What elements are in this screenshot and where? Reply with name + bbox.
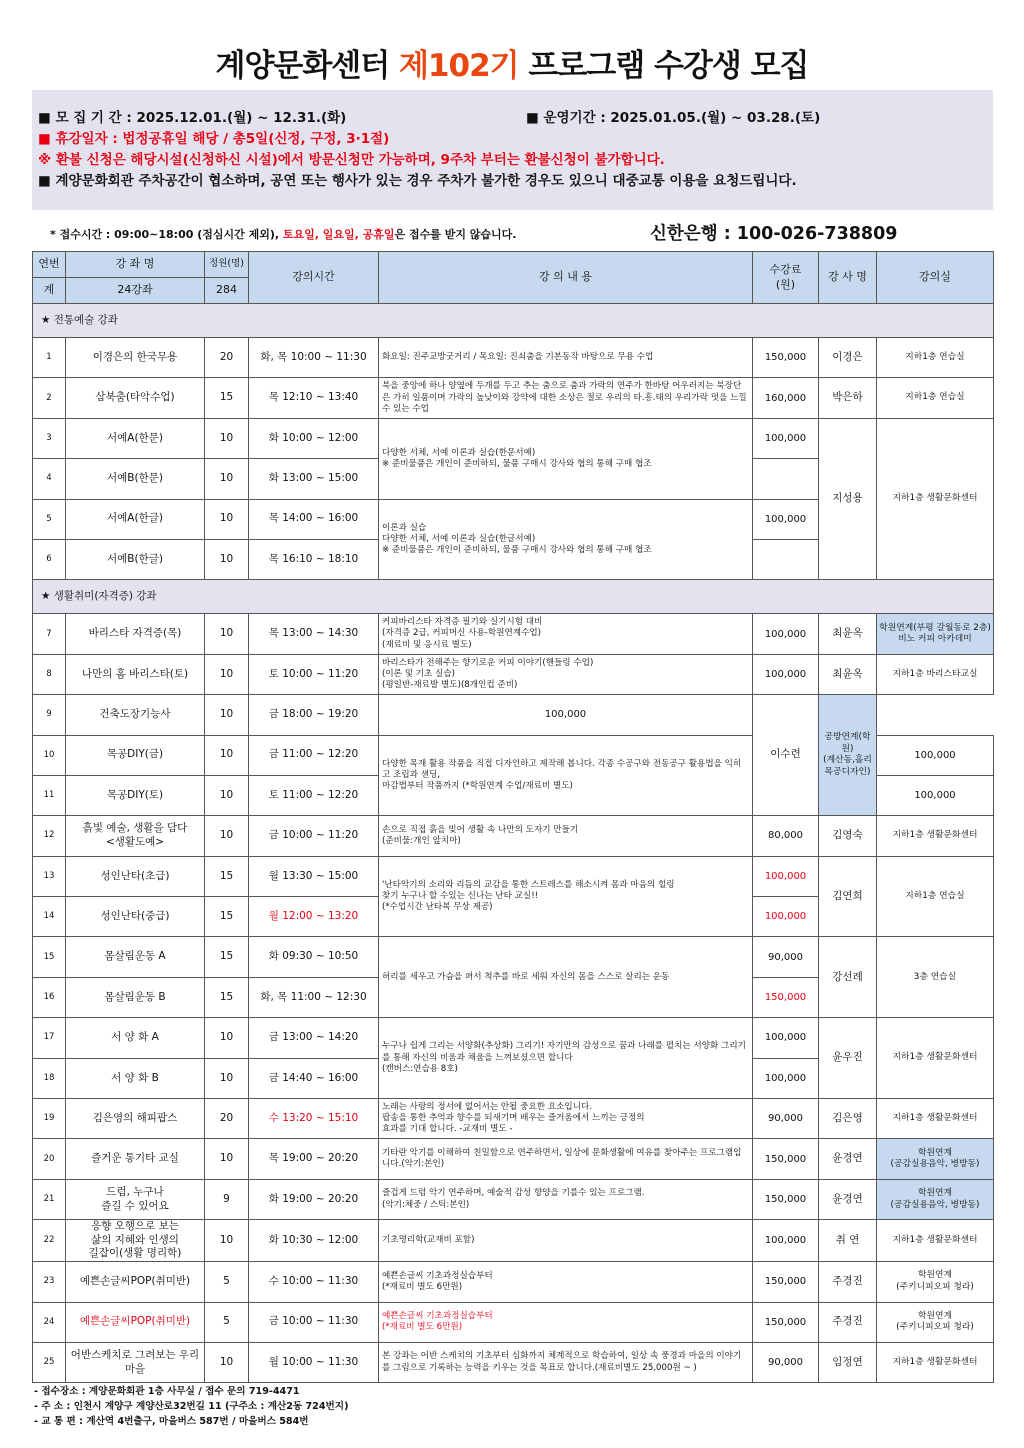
course-time: 목 13:00 ~ 14:30: [249, 614, 379, 654]
course-capacity: 5: [205, 1262, 249, 1302]
course-fee: 90,000: [753, 937, 819, 977]
course-name: 목공DIY(토): [66, 775, 205, 815]
row-no: 16: [33, 977, 66, 1017]
row-no: 10: [33, 735, 66, 775]
course-time: 월 12:00 ~ 13:20: [249, 897, 379, 937]
course-description: 다양한 서체, 서예 이론과 실습(한문서예) ※ 준비물품은 개인이 준비하되, 물품 구매시 강사와 협의 통해 구매 협조: [379, 418, 753, 499]
course-description: 즐겁게 드럼 악기 연주하며, 예술적 감성 향양을 기를수 있는 프로그램. (악기:체중 / 스틱:본인): [379, 1179, 753, 1219]
table-row: [33, 1179, 994, 1219]
classroom: 학원연계 (공감실용음악, 병방동): [877, 1179, 994, 1219]
table-row: [33, 816, 994, 856]
info-row-period: [38, 108, 987, 129]
instructor: 주경진: [819, 1262, 877, 1302]
course-description: [753, 539, 819, 579]
course-name: 서예A(한글): [66, 499, 205, 539]
course-time: 금 18:00 ~ 19:20: [249, 695, 379, 735]
classroom: 지하1층 연습실: [877, 378, 994, 418]
course-name: 즐거운 통기타 교실: [66, 1139, 205, 1179]
course-fee: 160,000: [753, 378, 819, 418]
instructor: 윤경연: [819, 1179, 877, 1219]
row-no: 25: [33, 1342, 66, 1382]
title-part1: 계양문화센터: [215, 48, 399, 84]
operate-period: ■ 운영기간 : 2025.01.05.(월) ~ 03.28.(토): [526, 110, 821, 126]
course-fee: 100,000: [877, 775, 994, 815]
course-name: 삼북춤(타악수업): [66, 378, 205, 418]
course-name: 성인난타(중급): [66, 897, 205, 937]
classroom: 지하1층 생활문화센터: [877, 418, 994, 580]
course-description: 북을 중앙에 하나 양옆에 두개를 두고 추는 춤으로 춤과 가락의 연주가 한바탕 어우러지는 북장단은 가히 일품이며 가락의 높낮이와 강약에 대한 소상은 절로 우리의 타.흥.태의 우리가락 멋을 느낄수 있는 수업: [379, 378, 753, 418]
instructor: 김은영: [819, 1099, 877, 1139]
course-capacity: 10: [205, 418, 249, 458]
course-time: 토 11:00 ~ 12:20: [249, 775, 379, 815]
course-fee: 80,000: [753, 816, 819, 856]
course-name: 서예A(한문): [66, 418, 205, 458]
course-time: 목 16:10 ~ 18:10: [249, 539, 379, 579]
course-description: 노래는 사랑의 정서에 없어서는 안될 중요한 요소입니다. 팝송을 통한 추억과 향수를 되새기며 배우는 즐거움에서 느끼는 긍정의 효과를 기대 합니다. -교재비 별도 -: [379, 1099, 753, 1139]
course-description: 커피바리스타 자격증 필기와 실기시험 대비 (자격증 2급, 커피머신 사용-학원연계수업) (재료비 및 응시료 별도): [379, 614, 753, 654]
table-row: [33, 1262, 994, 1302]
row-no: 24: [33, 1302, 66, 1342]
course-name: 서예B(한문): [66, 459, 205, 499]
header-capacity: 정원(명): [205, 252, 249, 278]
table-row: [33, 937, 994, 977]
course-capacity: 10: [205, 816, 249, 856]
header-room: 강의실: [877, 252, 994, 304]
course-name: 몸살림운동 A: [66, 937, 205, 977]
table-row: [33, 1139, 994, 1179]
table-row: [33, 654, 994, 694]
course-time: 목 12:10 ~ 13:40: [249, 378, 379, 418]
section-title: ★ 생활취미(자격증) 강좌: [33, 580, 994, 614]
table-row: [33, 1018, 994, 1058]
classroom: 공방연계(학원) (계산동,흘리목공디자인): [819, 695, 877, 816]
course-capacity: 15: [205, 977, 249, 1017]
bank-account: 신한은행 : 100-026-738809: [650, 224, 898, 244]
course-description: 손으로 직접 흙을 빚어 생활 속 나만의 도자기 만들기 (준비물:개인 앞치마): [379, 816, 753, 856]
holiday-info: ■ 휴강일자 : 법정공휴일 해당 / 총5일(신정, 구정, 3·1절): [38, 131, 390, 147]
classroom: 지하1층 생활문화센터: [877, 1099, 994, 1139]
footer-line-address: - 주 소 : 인천시 계양구 계양산로32번길 11 (구주소 : 계산2동 724번지): [34, 1401, 349, 1412]
row-no: 7: [33, 614, 66, 654]
header-no: 연번: [33, 252, 66, 278]
row-no: 5: [33, 499, 66, 539]
section-row: [33, 304, 994, 338]
row-no: 15: [33, 937, 66, 977]
course-capacity: 15: [205, 378, 249, 418]
course-name: 목공DIY(금): [66, 735, 205, 775]
table-row: [33, 695, 994, 735]
course-time: 목 19:00 ~ 20:20: [249, 1139, 379, 1179]
row-no: 23: [33, 1262, 66, 1302]
course-fee: 100,000: [753, 654, 819, 694]
course-capacity: 10: [205, 1139, 249, 1179]
total-courses: 24강좌: [66, 278, 205, 304]
instructor: 최윤옥: [819, 614, 877, 654]
page-title: [0, 40, 1024, 85]
course-description: 기초명리학(교재비 포함): [379, 1220, 753, 1262]
course-description: [753, 459, 819, 499]
course-fee: 150,000: [753, 1262, 819, 1302]
course-description: 기타란 악기를 이해하여 친밀함으로 연주하면서, 일상에 문화생활에 여유를 찾아주는 프로그램입니다.(악기:본인): [379, 1139, 753, 1179]
course-fee: 100,000: [877, 735, 994, 775]
course-description: '난타악기의 소리와 리듬의 교감을 통한 스트레스를 해소시켜 몸과 마음의 힐링 찾기 누구나 할 수있는 신나는 난타 교실!! (*수업시간 난타복 무상 제공): [379, 856, 753, 937]
course-name: 이경은의 한국무용: [66, 338, 205, 378]
instructor: 이수련: [753, 695, 819, 816]
table-row: [33, 338, 994, 378]
table-row: [33, 378, 994, 418]
row-no: 18: [33, 1058, 66, 1098]
course-time: 화 09:30 ~ 10:50: [249, 937, 379, 977]
course-capacity: 10: [205, 459, 249, 499]
course-capacity: 10: [205, 775, 249, 815]
row-no: 13: [33, 856, 66, 896]
classroom: 지하1층 바리스타교실: [877, 654, 994, 694]
row-no: 2: [33, 378, 66, 418]
course-time: 수 10:00 ~ 11:30: [249, 1262, 379, 1302]
classroom: 학원연계(부평 갈월동로 2층)비노 커피 아카데미: [877, 614, 994, 654]
classroom: 지하1층 생활문화센터: [877, 1018, 994, 1099]
instructor: 김연희: [819, 856, 877, 937]
course-description: 화요일: 진주교방굿거리 / 목요일: 진쇠춤을 기본동작 바탕으로 무용 수업: [379, 338, 753, 378]
course-fee: 150,000: [753, 1179, 819, 1219]
row-no: 9: [33, 695, 66, 735]
course-name: 바리스타 자격증(목): [66, 614, 205, 654]
course-fee: 100,000: [379, 695, 753, 735]
course-capacity: 10: [205, 1058, 249, 1098]
refund-info: ※ 환불 신청은 해당시설(신청하신 시설)에서 방문신청만 가능하며, 9주차 부터는 환불신청이 불가합니다.: [38, 152, 665, 168]
course-capacity: 10: [205, 1342, 249, 1382]
course-name: 성인난타(초급): [66, 856, 205, 896]
course-time: 화 10:00 ~ 12:00: [249, 418, 379, 458]
course-time: 금 14:40 ~ 16:00: [249, 1058, 379, 1098]
course-capacity: 9: [205, 1179, 249, 1219]
header-fee: 수강료 (원): [753, 252, 819, 304]
row-no: 17: [33, 1018, 66, 1058]
course-fee: 100,000: [753, 1018, 819, 1058]
footer-line-transport: - 교 통 편 : 계산역 4번출구, 마을버스 587번 / 마을버스 584번: [34, 1416, 309, 1427]
instructor: 지성용: [819, 418, 877, 580]
classroom: 학원연계 (주키니피오피 청라): [877, 1302, 994, 1342]
course-name: 예쁜손글씨POP(취미반): [66, 1302, 205, 1342]
course-time: 금 10:00 ~ 11:20: [249, 816, 379, 856]
course-time: 화 10:30 ~ 12:00: [249, 1220, 379, 1262]
table-row: [33, 856, 994, 896]
course-capacity: 10: [205, 654, 249, 694]
course-description: 이론과 실습 다양한 서체, 서예 이론과 실습(한글서예) ※ 준비물품은 개인이 준비하되, 물품 구매시 강사와 협의 통해 구매 협조: [379, 499, 753, 580]
footer: [34, 1384, 348, 1429]
row-no: 14: [33, 897, 66, 937]
course-time: 금 11:00 ~ 12:20: [249, 735, 379, 775]
header-instructor: 강 사 명: [819, 252, 877, 304]
course-capacity: 10: [205, 735, 249, 775]
total-capacity: 284: [205, 278, 249, 304]
course-fee: 100,000: [753, 897, 819, 937]
table-row: [33, 1342, 994, 1382]
course-fee: 100,000: [753, 499, 819, 539]
table-row: [33, 1302, 994, 1342]
course-capacity: 20: [205, 1099, 249, 1139]
row-no: 12: [33, 816, 66, 856]
course-name: 몸살림운동 B: [66, 977, 205, 1017]
table-row: [33, 1099, 994, 1139]
row-no: 22: [33, 1220, 66, 1262]
course-description: 예쁜손글씨 기초과정실습부터 (*재료비 별도 6만원): [379, 1262, 753, 1302]
course-capacity: 10: [205, 695, 249, 735]
course-time: 토 10:00 ~ 11:20: [249, 654, 379, 694]
classroom: 지하1층 생활문화센터: [877, 1342, 994, 1382]
row-no: 20: [33, 1139, 66, 1179]
course-name: 나만의 홈 바리스타(토): [66, 654, 205, 694]
course-name: 서 양 화 A: [66, 1018, 205, 1058]
instructor: 이경은: [819, 338, 877, 378]
row-no: 11: [33, 775, 66, 815]
instructor: 임정연: [819, 1342, 877, 1382]
classroom: 지하1층 연습실: [877, 856, 994, 937]
recruit-period: ■ 모 집 기 간 : 2025.12.01.(월) ~ 12.31.(화): [38, 110, 347, 126]
course-time: 금 10:00 ~ 11:30: [249, 1302, 379, 1342]
classroom: 지하1층 생활문화센터: [877, 816, 994, 856]
course-fee: 100,000: [753, 1058, 819, 1098]
classroom: 지하1층 연습실: [877, 338, 994, 378]
row-no: 6: [33, 539, 66, 579]
header-course: 강 좌 명: [66, 252, 205, 278]
row-no: 4: [33, 459, 66, 499]
course-description: 바리스타가 전해주는 향기로운 커피 이야기(핸들링 수업) (이론 및 기초 실습) (평일반-재료발 별도)(8개인컵 준비): [379, 654, 753, 694]
instructor: 윤우진: [819, 1018, 877, 1099]
info-box: [32, 90, 993, 210]
course-time: 월 13:30 ~ 15:00: [249, 856, 379, 896]
classroom: 학원연계 (주키니피오피 청라): [877, 1262, 994, 1302]
course-fee: 100,000: [753, 614, 819, 654]
course-fee: 90,000: [753, 1342, 819, 1382]
table-row: [33, 614, 994, 654]
course-time: 월 10:00 ~ 11:30: [249, 1342, 379, 1382]
course-time: 화, 목 10:00 ~ 11:30: [249, 338, 379, 378]
notice-days: 토요일, 일요일, 공휴일: [282, 228, 395, 241]
course-name: 응향 오행으로 보는 삶의 지혜와 인생의 길잡이(생활 명리학): [66, 1220, 205, 1262]
total-label: 계: [33, 278, 66, 304]
classroom: 지하1층 생활문화센터: [877, 1220, 994, 1262]
course-fee: 100,000: [753, 856, 819, 896]
classroom: 학원연계 (공감실용음악, 병방동): [877, 1139, 994, 1179]
course-name: 김은영의 해피팝스: [66, 1099, 205, 1139]
course-time: 금 13:00 ~ 14:20: [249, 1018, 379, 1058]
course-capacity: 10: [205, 539, 249, 579]
course-time: 화, 목 11:00 ~ 12:30: [249, 977, 379, 1017]
course-capacity: 10: [205, 614, 249, 654]
course-name: 서 양 화 B: [66, 1058, 205, 1098]
course-fee: 150,000: [753, 1139, 819, 1179]
instructor: 박은하: [819, 378, 877, 418]
course-table: [32, 251, 994, 1383]
header-content: 강 의 내 용: [379, 252, 753, 304]
row-no: 19: [33, 1099, 66, 1139]
reception-notice: [50, 226, 516, 242]
course-name: 예쁜손글씨POP(취미반): [66, 1262, 205, 1302]
course-time: 화 13:00 ~ 15:00: [249, 459, 379, 499]
classroom: 3층 연습실: [877, 937, 994, 1018]
parking-info: ■ 계양문화회관 주차공간이 협소하며, 공연 또는 행사가 있는 경우 주차가 불가한 경우도 있으니 대중교통 이용을 요청드립니다.: [38, 173, 797, 189]
instructor: 최윤옥: [819, 654, 877, 694]
course-name: 흙빛 예술, 생활을 담다 <생활도예>: [66, 816, 205, 856]
table-row: [33, 418, 994, 458]
title-part2: 프로그램 수강생 모집: [518, 48, 809, 84]
course-name: 서예B(한글): [66, 539, 205, 579]
course-description: 다양한 목재 활용 작품을 직접 디자인하고 제작해 봅니다. 각종 수공구와 전동공구 활용법을 익히고 조립과 샌딩, 마감법부터 작품까지 (*학원연계 수업/재료비 별도): [379, 735, 753, 816]
row-no: 3: [33, 418, 66, 458]
course-capacity: 15: [205, 897, 249, 937]
course-description: 본 강좌는 어반 스케치의 기초부터 심화까지 체계적으로 학습하여, 일상 속 풍경과 마을의 이야기를 그림으로 기록하는 능력을 키우는 것을 목표로 합니다.(재료비별도 25,000원 ~ ): [379, 1342, 753, 1382]
title-highlight: 제102기: [398, 48, 519, 84]
course-time: 화 19:00 ~ 20:20: [249, 1179, 379, 1219]
course-description: 누구나 쉽게 그리는 서양화(추상화) 그리기! 자기만의 감성으로 꿈과 나래를 펼치는 서양화 그리기를 통해 자신의 비움과 채움을 느껴보셨으면 합니다 (캔버스:연습용 8호): [379, 1018, 753, 1099]
course-capacity: 5: [205, 1302, 249, 1342]
course-time: 수 13:20 ~ 15:10: [249, 1099, 379, 1139]
instructor: 주경진: [819, 1302, 877, 1342]
section-title: ★ 전통예술 강좌: [33, 304, 994, 338]
section-row: [33, 580, 994, 614]
notice-suffix: 은 접수를 받지 않습니다.: [394, 228, 517, 241]
course-fee: 100,000: [753, 1220, 819, 1262]
course-capacity: 15: [205, 856, 249, 896]
table-row: [33, 1220, 994, 1262]
course-capacity: 20: [205, 338, 249, 378]
course-name: 어반스케치로 그려보는 우리마을: [66, 1342, 205, 1382]
instructor: 김영숙: [819, 816, 877, 856]
course-fee: 150,000: [753, 1302, 819, 1342]
course-fee: 100,000: [753, 418, 819, 458]
header-time: 강의시간: [249, 252, 379, 304]
course-name: 드럼, 누구나 즐길 수 있어요: [66, 1179, 205, 1219]
table-header-row: [33, 252, 994, 278]
row-no: 1: [33, 338, 66, 378]
course-fee: 150,000: [753, 977, 819, 1017]
course-description: 예쁜손글씨 기초과정실습부터 (*재료비 별도 6만원): [379, 1302, 753, 1342]
course-time: 목 14:00 ~ 16:00: [249, 499, 379, 539]
course-capacity: 10: [205, 1018, 249, 1058]
row-no: 8: [33, 654, 66, 694]
notice-prefix: * 접수시간 : 09:00~18:00 (점심시간 제외),: [50, 228, 283, 241]
footer-line-place: - 접수장소 : 계양문화회관 1층 사무실 / 접수 문의 719-4471: [34, 1386, 300, 1397]
instructor: 취 연: [819, 1220, 877, 1262]
course-fee: 150,000: [753, 338, 819, 378]
course-capacity: 15: [205, 937, 249, 977]
course-capacity: 10: [205, 499, 249, 539]
course-name: 건축도장기능사: [66, 695, 205, 735]
instructor: 윤경연: [819, 1139, 877, 1179]
course-fee: 90,000: [753, 1099, 819, 1139]
instructor: 강선례: [819, 937, 877, 1018]
course-description: 허리를 세우고 가슴을 펴서 척추를 바로 세워 자신의 몸을 스스로 살리는 운동: [379, 937, 753, 1018]
row-no: 21: [33, 1179, 66, 1219]
course-capacity: 10: [205, 1220, 249, 1262]
